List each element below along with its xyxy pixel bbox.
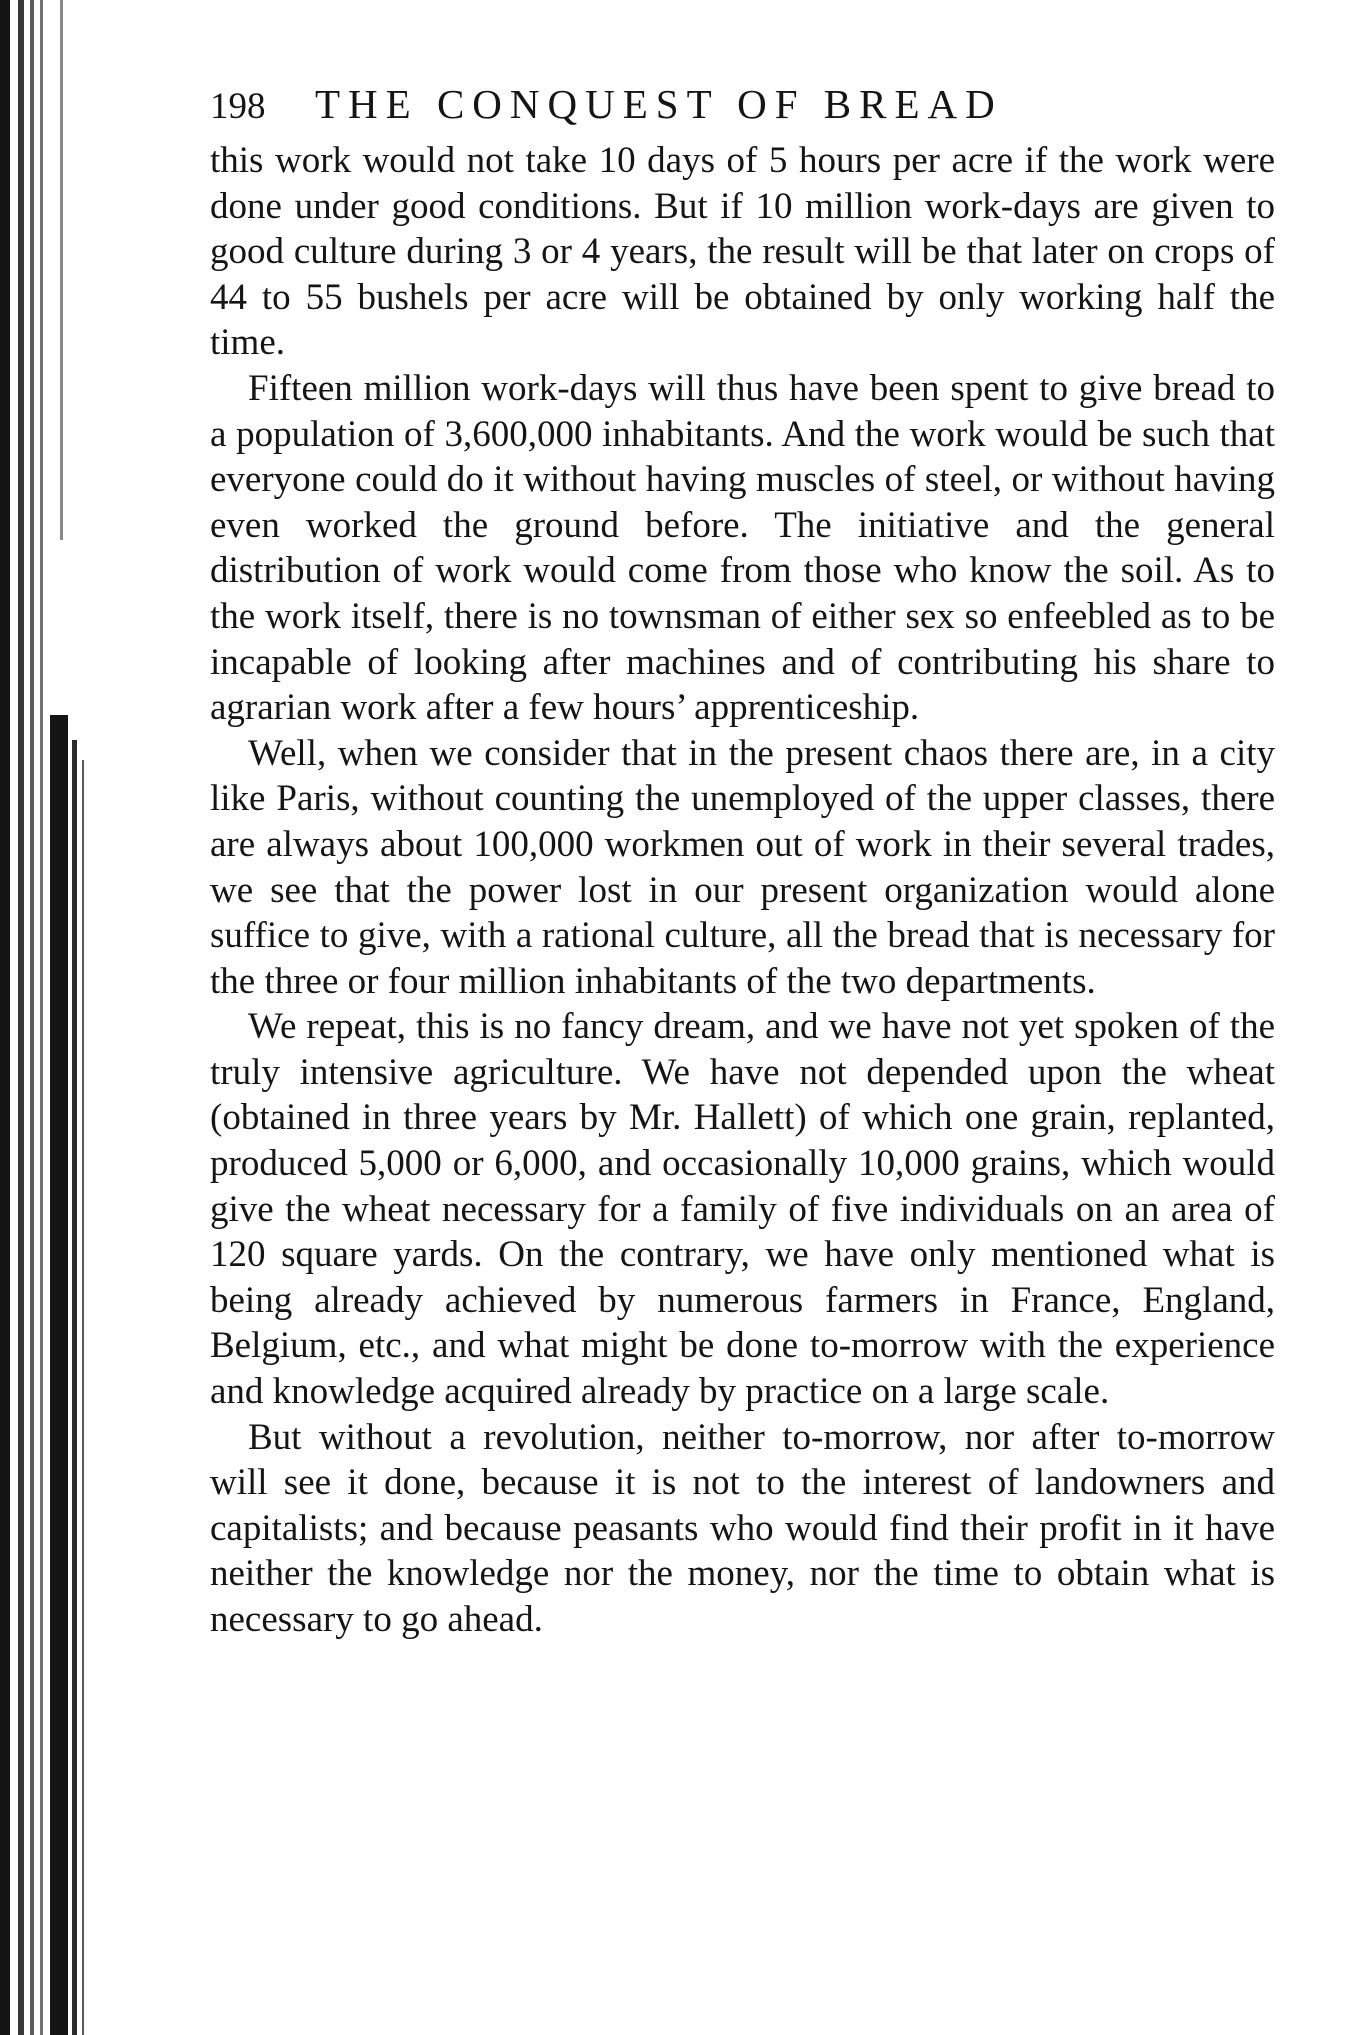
paragraph: But without a revolution, neither to-morrow, nor after to-morrow will see it done, because it is not to the interest of landowners and capitalists; and because peasants who would find their profit in it have neither the knowledge nor the money, nor the time to obtain what is necessary to go ahead.: [210, 1416, 1275, 1640]
paragraph: this work would not take 10 days of 5 hours per acre if the work were done under good conditions. But if 10 million work-days are given to good culture during 3 or 4 years, the result will be that later on crops of 44 to 55 bushels per acre will be obtained by only working half the time.: [210, 140, 1275, 364]
book-spine-edge: [50, 715, 68, 2035]
book-spine-edge: [30, 0, 34, 2035]
book-spine-edge: [0, 0, 10, 2035]
paragraph: Well, when we consider that in the present chaos there are, in a city like Paris, without counting the unemployed of the upper classes, there are always about 100,000 workmen out of work in their several trades, we see that the power lost in our present organization would alone suffice to give, with a rational culture, all the bread that is necessary for the three or four million inhabitants of the two departments.: [210, 732, 1275, 1002]
book-spine-edge: [40, 0, 43, 2035]
book-spine-edge: [82, 760, 84, 2035]
paragraph: Fifteen million work-days will thus have been spent to give bread to a population of 3,600,000 inhabitants. And the work would be such that everyone could do it without having muscles of steel, or without having even worked the ground before. The initiative and the general distribution of work would come from those who know the soil. As to the work itself, there is no townsman of either sex so enfeebled as to be incapable of looking after machines and of contributing his share to agrarian work after a few hours’ apprenticeship.: [210, 367, 1275, 729]
book-title: THE CONQUEST OF BREAD: [315, 81, 1003, 127]
paragraph: We repeat, this is no fancy dream, and we have not yet spoken of the truly intensive agriculture. We have not depended upon the wheat (obtained in three years by Mr. Hallett) of which one grain, replanted, produced 5,000 or 6,000, and occasionally 10,000 grains, which would give the wheat necessary for a family of five individuals on an area of 120 square yards. On the contrary, we have only mentioned what is being already achieved by numerous farmers in France, England, Belgium, etc., and what might be done to-morrow with the experience and knowledge acquired already by practice on a large scale.: [210, 1006, 1275, 1413]
book-spine-edge: [72, 740, 77, 2035]
page-number: 198: [210, 86, 266, 127]
book-spine-edge: [18, 0, 24, 2035]
body-text: [210, 138, 1275, 1643]
running-head: [210, 80, 1275, 132]
book-spine-edge: [60, 0, 63, 540]
book-page: [210, 80, 1275, 1643]
